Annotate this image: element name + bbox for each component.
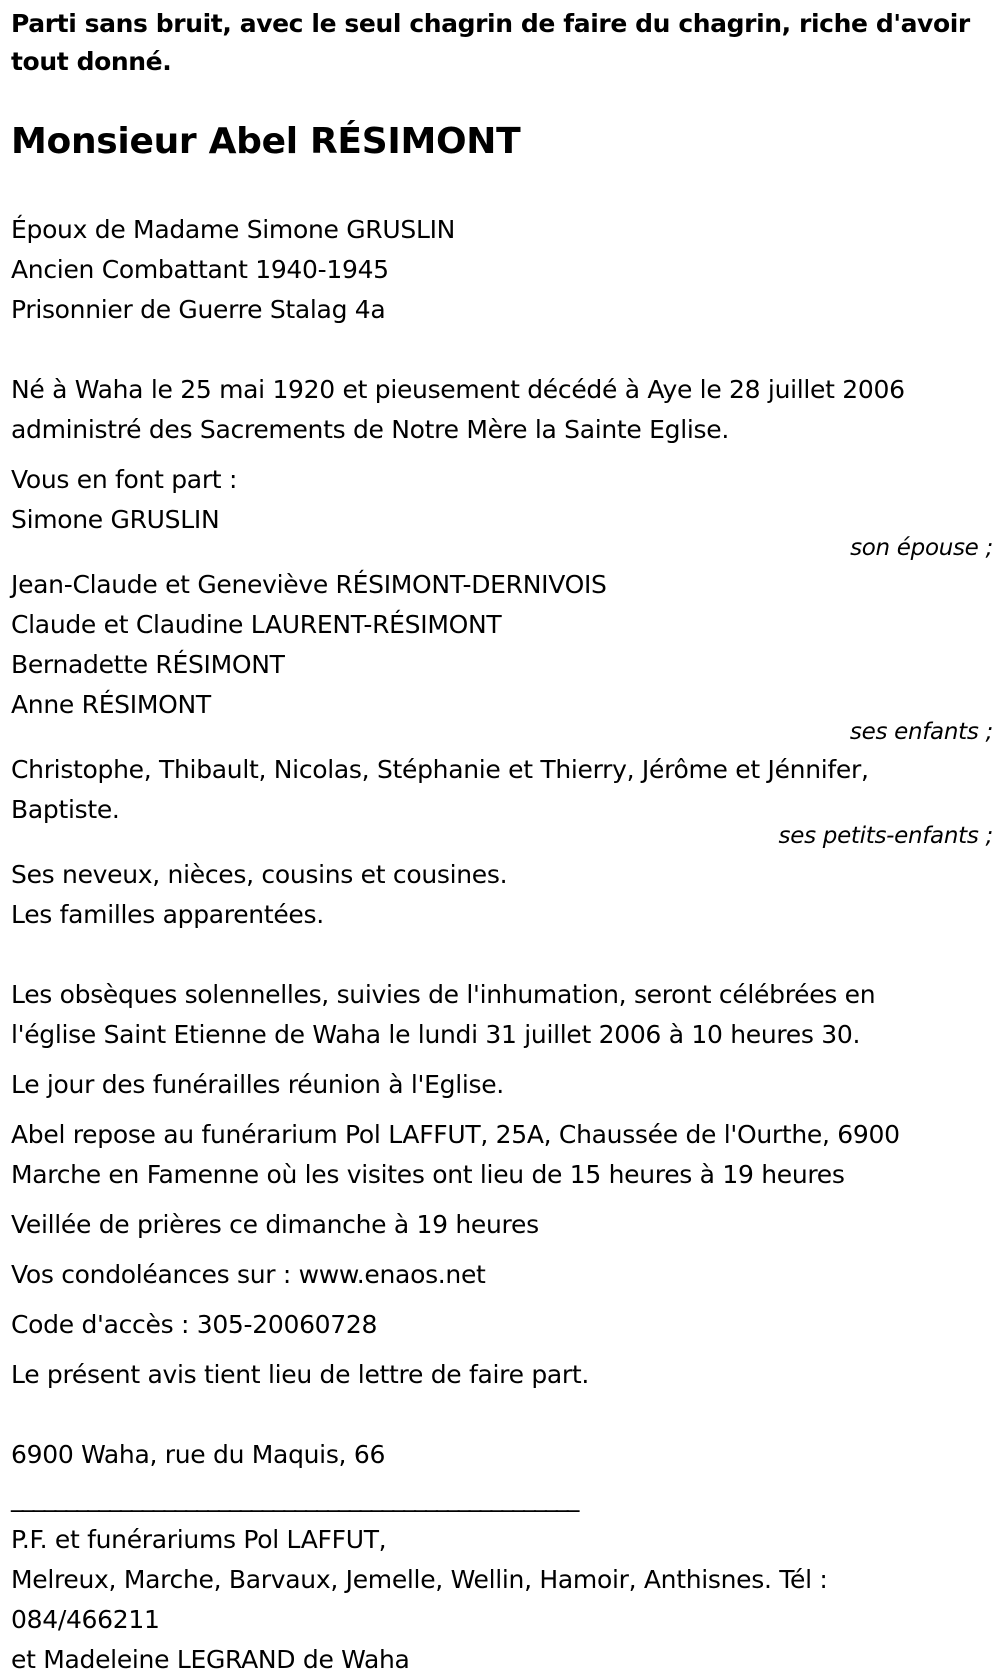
grandchildren-role-label: ses petits-enfants ; bbox=[778, 823, 993, 849]
birth-death-line-2: administré des Sacrements de Notre Mère la Sainte Eglise. bbox=[11, 415, 729, 444]
veteran-line: Ancien Combattant 1940-1945 bbox=[11, 255, 389, 284]
epigraph-line-1: Parti sans bruit, avec le seul chagrin de faire du chagrin, riche d'avoir bbox=[11, 9, 970, 38]
visitation-line-2: Marche en Famenne où les visites ont lieu de 15 heures à 19 heures bbox=[11, 1160, 845, 1189]
spouse-of-line: Époux de Madame Simone GRUSLIN bbox=[11, 215, 456, 244]
prisoner-line: Prisonnier de Guerre Stalag 4a bbox=[11, 295, 386, 324]
home-address: 6900 Waha, rue du Maquis, 66 bbox=[11, 1440, 386, 1469]
child-name: Bernadette RÉSIMONT bbox=[11, 650, 285, 679]
funeral-home-locations: Melreux, Marche, Barvaux, Jemelle, Wellin, Hamoir, Anthisnes. Tél : bbox=[11, 1565, 828, 1594]
family-intro: Vous en font part : bbox=[11, 465, 238, 494]
birth-death-line-1: Né à Waha le 25 mai 1920 et pieusement décédé à Aye le 28 juillet 2006 bbox=[11, 375, 905, 404]
child-name: Claude et Claudine LAURENT-RÉSIMONT bbox=[11, 610, 502, 639]
meeting-line: Le jour des funérailles réunion à l'Eglise. bbox=[11, 1070, 504, 1099]
epigraph-line-2: tout donné. bbox=[11, 47, 172, 76]
vigil-line: Veillée de prières ce dimanche à 19 heures bbox=[11, 1210, 539, 1239]
funeral-home-phone: 084/466211 bbox=[11, 1605, 160, 1634]
visitation-line-1: Abel repose au funérarium Pol LAFFUT, 25A, Chaussée de l'Ourthe, 6900 bbox=[11, 1120, 900, 1149]
access-code-line: Code d'accès : 305-20060728 bbox=[11, 1310, 378, 1339]
condolences-line: Vos condoléances sur : www.enaos.net bbox=[11, 1260, 486, 1289]
notice-line: Le présent avis tient lieu de lettre de faire part. bbox=[11, 1360, 590, 1389]
divider-line: ____________________________________________________ bbox=[11, 1483, 578, 1512]
funeral-home-partner: et Madeleine LEGRAND de Waha bbox=[11, 1645, 410, 1674]
spouse-name: Simone GRUSLIN bbox=[11, 505, 220, 534]
grandchildren-line-1: Christophe, Thibault, Nicolas, Stéphanie et Thierry, Jérôme et Jénnifer, bbox=[11, 755, 869, 784]
children-role-label: ses enfants ; bbox=[849, 719, 993, 745]
related-families-line: Les familles apparentées. bbox=[11, 900, 324, 929]
grandchildren-line-2: Baptiste. bbox=[11, 795, 120, 824]
extended-family-line: Ses neveux, nièces, cousins et cousines. bbox=[11, 860, 508, 889]
spouse-role-label: son épouse ; bbox=[850, 535, 993, 561]
funeral-home-name: P.F. et funérariums Pol LAFFUT, bbox=[11, 1525, 387, 1554]
child-name: Anne RÉSIMONT bbox=[11, 690, 211, 719]
page-title: Monsieur Abel RÉSIMONT bbox=[11, 121, 521, 162]
ceremony-line-2: l'église Saint Etienne de Waha le lundi 31 juillet 2006 à 10 heures 30. bbox=[11, 1020, 861, 1049]
child-name: Jean-Claude et Geneviève RÉSIMONT-DERNIVOIS bbox=[11, 570, 607, 599]
ceremony-line-1: Les obsèques solennelles, suivies de l'inhumation, seront célébrées en bbox=[11, 980, 876, 1009]
